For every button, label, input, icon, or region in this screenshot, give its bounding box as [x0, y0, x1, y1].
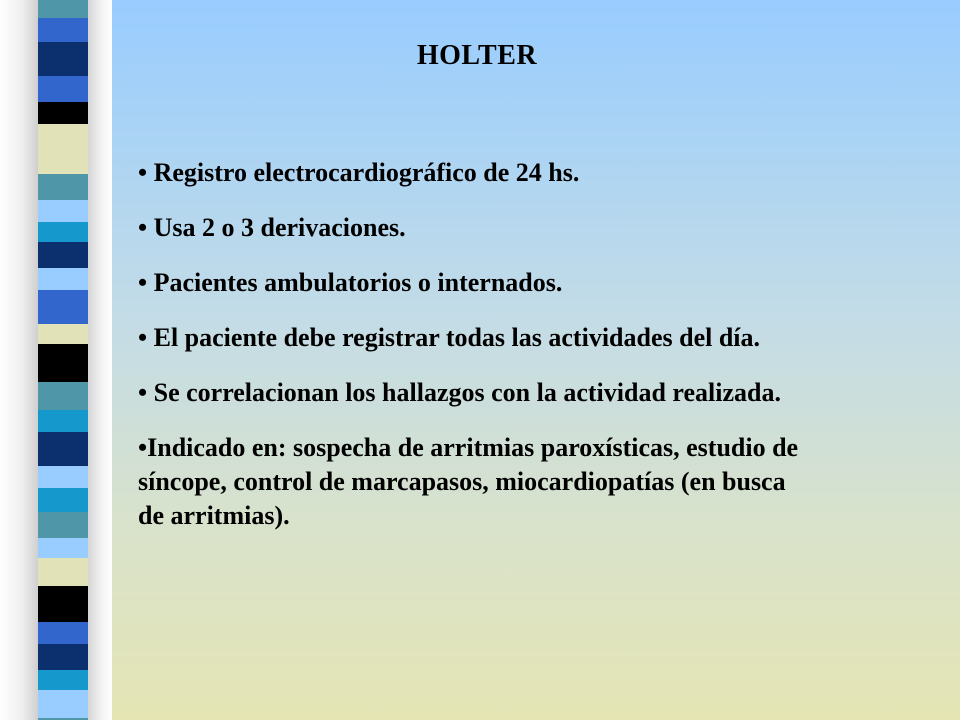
slide-title: HOLTER — [416, 40, 538, 71]
stripe-segment — [38, 410, 88, 432]
bullet-marker: • — [138, 378, 154, 407]
bullet-item — [138, 321, 818, 355]
stripe-segment — [38, 382, 88, 410]
stripe-shadow — [88, 0, 112, 720]
stripe-segment — [38, 622, 88, 644]
bullet-text: El paciente debe registrar todas las actividades del día. — [153, 323, 761, 352]
stripe-segment — [38, 538, 88, 558]
stripe-segment — [38, 102, 88, 124]
stripe-segment — [38, 76, 88, 102]
stripe-segment — [38, 512, 88, 538]
stripe-segment — [38, 18, 88, 42]
stripe-segment — [38, 0, 88, 18]
bullet-item — [138, 266, 818, 300]
stripe-segment — [38, 690, 88, 718]
stripe-segment — [38, 644, 88, 670]
bullet-item — [138, 376, 818, 410]
bullet-item — [138, 211, 818, 245]
stripe-segment — [38, 466, 88, 488]
stripe-column — [38, 0, 88, 720]
stripe-segment — [38, 268, 88, 290]
stripe-edge-shade — [0, 0, 38, 720]
bullet-item — [138, 431, 818, 533]
bullet-item — [138, 156, 818, 190]
bullet-text: Usa 2 o 3 derivaciones. — [153, 213, 406, 242]
decorative-stripe-band — [0, 0, 112, 720]
stripe-segment — [38, 124, 88, 154]
stripe-segment — [38, 242, 88, 268]
stripe-segment — [38, 324, 88, 344]
stripe-segment — [38, 222, 88, 242]
stripe-segment — [38, 200, 88, 222]
bullet-text: Pacientes ambulatorios o internados. — [153, 268, 563, 297]
stripe-segment — [38, 290, 88, 324]
bullet-list — [138, 156, 818, 554]
stripe-segment — [38, 174, 88, 200]
stripe-segment — [38, 344, 88, 382]
stripe-segment — [38, 558, 88, 586]
stripe-segment — [38, 586, 88, 622]
bullet-marker: • — [138, 433, 148, 462]
bullet-marker: • — [138, 323, 154, 352]
bullet-text: Registro electrocardiográfico de 24 hs. — [153, 158, 580, 187]
bullet-marker: • — [138, 213, 154, 242]
stripe-segment — [38, 670, 88, 690]
bullet-marker: • — [138, 158, 154, 187]
stripe-segment — [38, 488, 88, 512]
bullet-text: Se correlacionan los hallazgos con la actividad realizada. — [153, 378, 781, 407]
bullet-marker: • — [138, 268, 154, 297]
stripe-segment — [38, 154, 88, 174]
bullet-text: Indicado en: sospecha de arritmias paroxísticas, estudio de síncope, control de marcapasos, miocardiopatías (en busca de arritmias). — [138, 433, 799, 530]
stripe-segment — [38, 432, 88, 466]
